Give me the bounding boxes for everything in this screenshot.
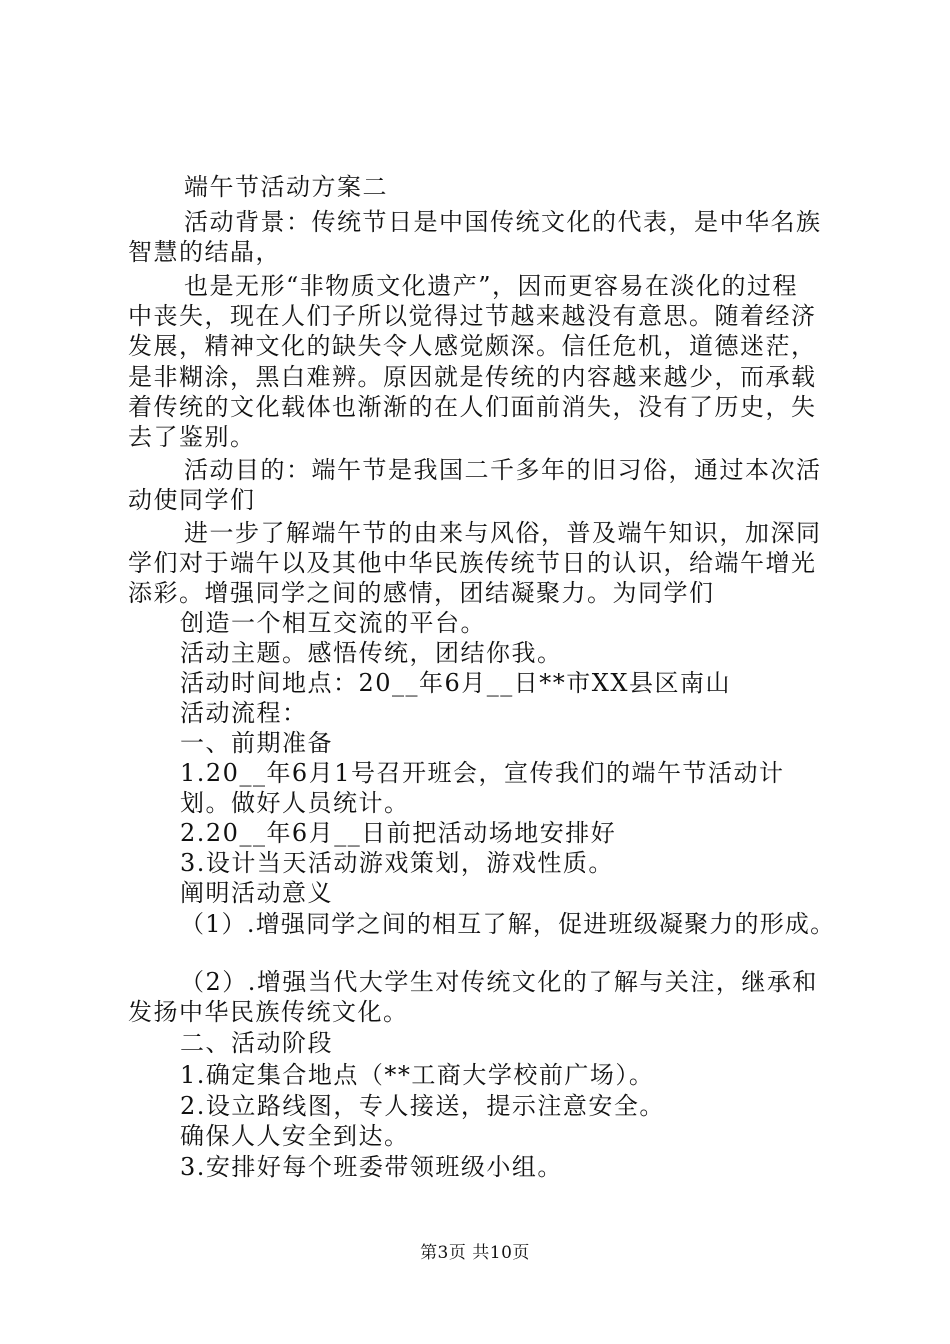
section-heading: 二、活动阶段: [180, 1029, 333, 1057]
paragraph-line: 发展，精神文化的缺失令人感觉颇深。信任危机，道德迷茫，: [128, 332, 817, 360]
paragraph-line: 活动主题。感悟传统，团结你我。: [180, 639, 563, 667]
list-item: 确保人人安全到达。: [180, 1122, 410, 1150]
paragraph-line: 是非糊涂，黑白难辨。原因就是传统的内容越来越少，而承载: [128, 363, 817, 391]
paragraph-line: 着传统的文化载体也渐渐的在人们面前消失，没有了历史，失: [128, 393, 817, 421]
document-title: 端午节活动方案二: [184, 173, 388, 201]
section-heading: 活动流程：: [180, 699, 308, 727]
list-item: 1.20__年6月1号召开班会，宣传我们的端午节活动计: [180, 759, 785, 787]
paragraph-line: 添彩。增强同学之间的感情，团结凝聚力。为同学们: [128, 579, 715, 607]
paragraph-line: 也是无形“非物质文化遗产”，因而更容易在淡化的过程: [184, 272, 799, 300]
paragraph-line: 智慧的结晶，: [128, 238, 281, 266]
list-item: （1）.增强同学之间的相互了解，促进班级凝聚力的形成。: [180, 910, 836, 938]
page-number-footer: 第3页 共10页: [420, 1243, 530, 1263]
paragraph-line: 创造一个相互交流的平台。: [180, 609, 486, 637]
paragraph-line: 活动背景：传统节日是中国传统文化的代表，是中华名族: [184, 208, 822, 236]
list-item: 1.确定集合地点（**工商大学校前广场）。: [180, 1061, 655, 1089]
list-item: 划。做好人员统计。: [180, 789, 410, 817]
list-item: 3.安排好每个班委带领班级小组。: [180, 1153, 563, 1181]
list-item: 2.设立路线图，专人接送，提示注意安全。: [180, 1092, 665, 1120]
paragraph-line: 中丧失，现在人们子所以觉得过节越来越没有意思。随着经济: [128, 302, 817, 330]
paragraph-line: 学们对于端午以及其他中华民族传统节日的认识，给端午增光: [128, 549, 817, 577]
paragraph-line: 进一步了解端午节的由来与风俗，普及端午知识，加深同: [184, 519, 822, 547]
paragraph-line: 活动目的：端午节是我国二千多年的旧习俗，通过本次活: [184, 456, 822, 484]
paragraph-line: 去了鉴别。: [128, 423, 256, 451]
list-item: （2）.增强当代大学生对传统文化的了解与关注，继承和: [180, 968, 818, 996]
paragraph-line: 发扬中华民族传统文化。: [128, 998, 409, 1026]
section-heading: 阐明活动意义: [180, 879, 333, 907]
list-item: 3.设计当天活动游戏策划，游戏性质。: [180, 849, 614, 877]
section-heading: 一、前期准备: [180, 729, 333, 757]
paragraph-line: 动使同学们: [128, 486, 256, 514]
list-item: 2.20__年6月__日前把活动场地安排好: [180, 819, 617, 847]
paragraph-line: 活动时间地点：20__年6月__日**市XX县区南山: [180, 669, 731, 697]
